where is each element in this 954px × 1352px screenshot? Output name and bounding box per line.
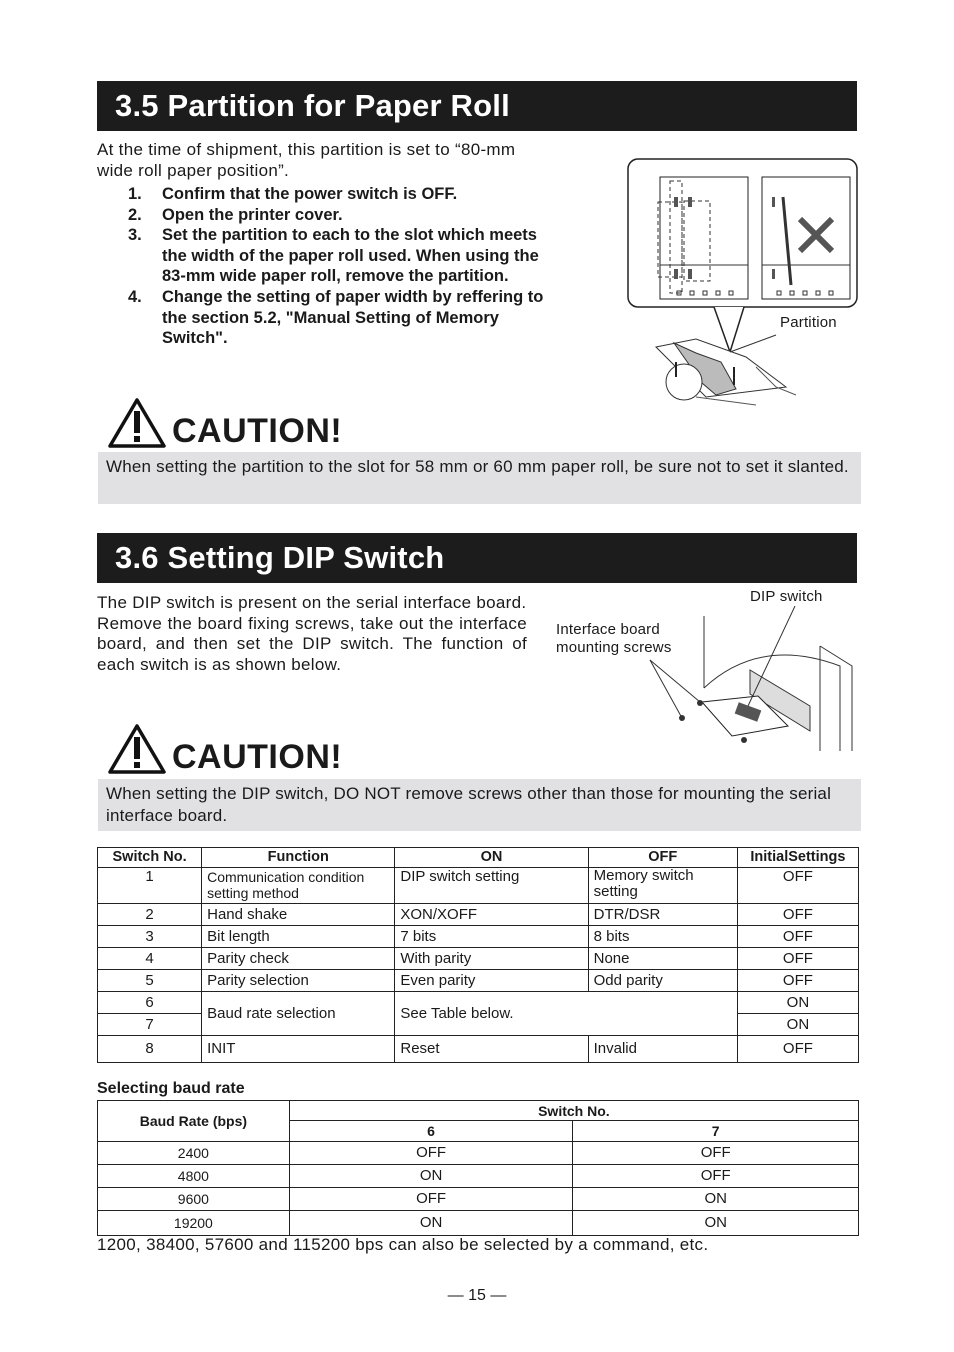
table-row: 19200 ON ON <box>98 1211 859 1236</box>
table-row: 6 Baud rate selection See Table below. ON <box>98 992 859 1014</box>
section-title-3-5: 3.5 Partition for Paper Roll <box>97 81 857 131</box>
page-number: — 15 — <box>447 1287 507 1304</box>
caution-heading: CAUTION! <box>108 398 342 448</box>
table-row: 7 ON <box>98 1014 859 1036</box>
table-row: 4800 ON OFF <box>98 1165 859 1188</box>
table-row: 9600 OFF ON <box>98 1188 859 1211</box>
partition-illustration <box>626 157 862 407</box>
table-row: 4 Parity check With parity None OFF <box>98 948 859 970</box>
step-item: 1. Confirm that the power switch is OFF. <box>128 185 458 203</box>
section-title-3-6: 3.6 Setting DIP Switch <box>97 533 857 583</box>
interface-board-illustration <box>640 606 856 756</box>
dip-switch-table <box>97 847 859 1063</box>
step-item: 2. Open the printer cover. <box>128 205 343 224</box>
screws-label: Interface board mounting screws <box>556 621 672 656</box>
baud-note: 1200, 38400, 57600 and 115200 bps can also be selected by a command, etc. <box>97 1235 709 1254</box>
dip-switch-label: DIP switch <box>750 588 823 605</box>
caution-text: When setting the partition to the slot for 58 mm or 60 mm paper roll, be sure not to set it slanted. <box>98 452 861 504</box>
baud-rate-table: Baud Rate (bps) Switch No. 6 7 2400 OFF OFF 4800 ON OFF 9600 OFF ON 19200 ON ON <box>97 1100 859 1236</box>
warning-triangle-icon <box>108 724 166 774</box>
warning-triangle-icon <box>108 398 166 448</box>
table-row: 2400 OFF OFF <box>98 1142 859 1165</box>
partition-label: Partition <box>780 314 837 331</box>
step-item: 4. Change the setting of paper width by reffering to the section 5.2, "Manual Setting of Memory Switch". <box>128 287 544 348</box>
caution-heading: CAUTION! <box>108 724 342 774</box>
table-header-row: Switch No. Function ON OFF InitialSettings <box>98 848 859 868</box>
table-row: 2 Hand shake XON/XOFF DTR/DSR OFF <box>98 904 859 926</box>
step-list <box>128 184 556 349</box>
caution-text: When setting the DIP switch, DO NOT remove screws other than those for mounting the serial interface board. <box>98 779 861 831</box>
table-row: 5 Parity selection Even parity Odd parity OFF <box>98 970 859 992</box>
baud-heading: Selecting baud rate <box>97 1080 245 1097</box>
step-item: 3. Set the partition to each to the slot which meets the width of the paper roll used. When using the 83-mm wide paper roll, remove the partition. <box>128 226 539 286</box>
table-row: 3 Bit length 7 bits 8 bits OFF <box>98 926 859 948</box>
table-row: 1 Communication condition setting method DIP switch setting Memory switch setting OFF <box>98 868 859 904</box>
intro-text: At the time of shipment, this partition is set to “80-mm wide roll paper position”. <box>97 140 516 180</box>
dip-intro-text: The DIP switch is present on the serial interface board. Remove the board fixing screws, take out the interface board, and then set the DIP switch. The function of each switch is as shown below. <box>97 593 527 674</box>
table-row: 8 INIT Reset Invalid OFF <box>98 1036 859 1063</box>
